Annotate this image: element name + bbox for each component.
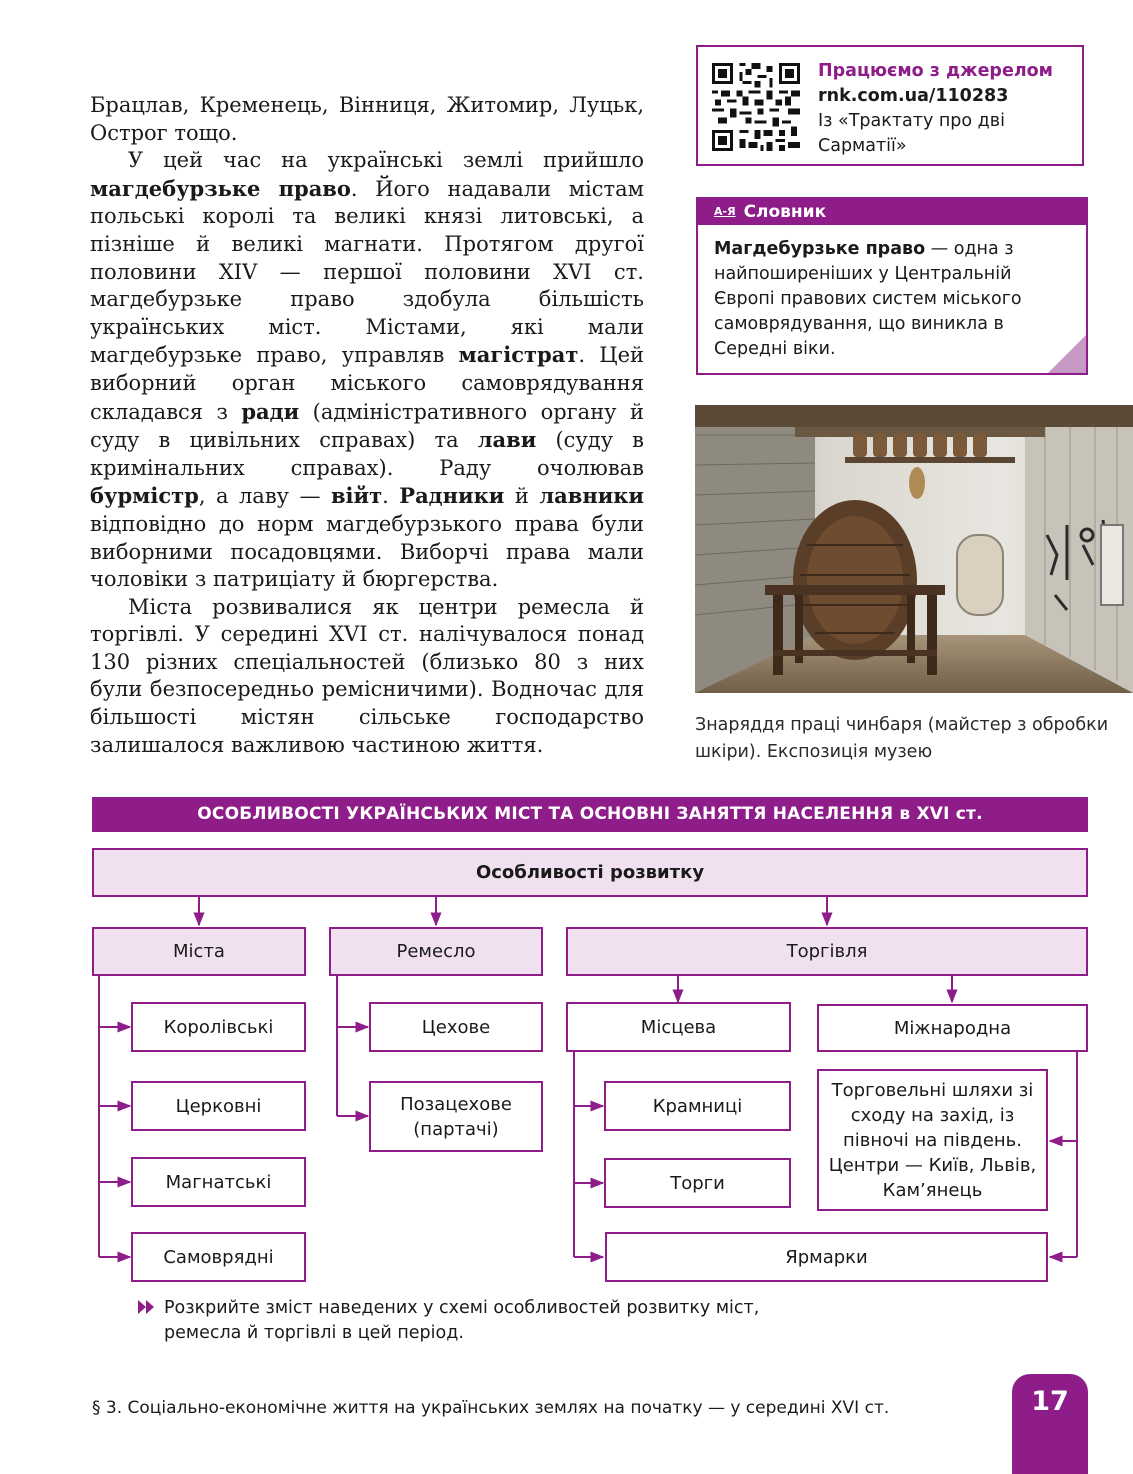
term-lavnyky: лавники <box>539 483 645 509</box>
scheme-trade-fairs: Ярмарки <box>605 1232 1048 1282</box>
dictionary-icon: А-Я <box>714 205 736 218</box>
scheme-craft-nonguild: Позацехове (партачі) <box>369 1081 543 1152</box>
term-radnyky: Радники <box>399 483 505 509</box>
corner-fold-decoration <box>1048 335 1086 373</box>
scheme-craft: Ремесло <box>329 927 543 976</box>
term-burmistr: бурмістр <box>90 483 199 509</box>
scheme-root-development-features: Особливості розвитку <box>92 848 1088 897</box>
glossary-term: Магдебурзьке право <box>714 239 926 259</box>
term-magdeburg-law: магдебурзьке право <box>90 175 351 201</box>
scheme-city-royal: Королівські <box>131 1002 306 1052</box>
task-text: Розкрийте зміст наведених у схемі особливостей розвитку міст, ремесла й торгівлі в цей період. <box>164 1298 760 1343</box>
glossary-heading: Словник <box>743 202 827 222</box>
source-link[interactable]: rnk.com.ua/110283 <box>818 86 1009 106</box>
scheme-trade-shops: Крамниці <box>604 1081 791 1131</box>
term-rada: ради <box>241 398 300 424</box>
source-box <box>696 45 1084 166</box>
source-title: Працюємо з джерелом <box>818 61 1053 81</box>
page-number: 17 <box>1012 1374 1088 1474</box>
footer-chapter-title: § 3. Соціально-економічне життя на українських землях на початку — у середині XVI ст. <box>92 1398 890 1418</box>
paragraph-1: Брацлав, Кременець, Вінниця, Житомир, Луцьк, Острог тощо. <box>90 93 644 145</box>
photo-caption: Знаряддя праці чинбаря (майстер з обробки шкіри). Експозиція музею <box>695 715 1109 762</box>
scheme-trade-local: Місцева <box>566 1002 791 1052</box>
scheme-trade-markets: Торги <box>604 1158 791 1208</box>
task-block <box>142 1296 842 1346</box>
scheme-trade-international: Міжнародна <box>817 1004 1088 1052</box>
term-lava: лави <box>477 427 537 453</box>
scheme-title: ОСОБЛИВОСТІ УКРАЇНСЬКИХ МІСТ ТА ОСНОВНІ ЗАНЯТТЯ НАСЕЛЕННЯ в XVI ст. <box>92 797 1088 832</box>
source-description: Із «Трактату про дві Сарматії» <box>818 111 1005 156</box>
scheme-trade-routes: Торговельні шляхи зі сходу на захід, із півночі на південь. Центри — Київ, Львів, Кам’янець <box>817 1069 1048 1211</box>
scheme-city-selfgoverning: Самоврядні <box>131 1232 306 1282</box>
scheme-city-church: Церковні <box>131 1081 306 1131</box>
term-viyt: війт <box>330 483 383 509</box>
double-arrow-icon <box>138 1300 156 1314</box>
paragraph-2: У цей час на українські землі прийшло магдебурзьке право. Його надавали містам польські королі та великі князі литовські, а пізніше й великі магнати. Протягом другої половини XIV — першої половини XVI ст. магдебурзьке право здобула більшість українських міст. Містами, які мали магдебурзьке право, управляв магістрат. Цей виборний орган міського самоврядування складався з ради (адміністративного органу й суду в цивільних справах) та лави (суду в кримінальних справах). Раду очолював бурмістр, а лаву — війт. Радники й лавники відповідно до норм магдебурзького права були виборними посадовцями. Виборчі права мали чоловіки з патриціату й бюргерства. <box>90 148 645 592</box>
scheme-cities: Міста <box>92 927 306 976</box>
scheme-craft-guild: Цехове <box>369 1002 543 1052</box>
scheme-city-magnate: Магнатські <box>131 1157 306 1207</box>
term-magistrat: магістрат <box>458 342 579 368</box>
museum-photo <box>695 405 1133 693</box>
glossary-box <box>696 197 1088 375</box>
paragraph-3: Міста розвивалися як центри ремесла й торгівлі. У середині XVI ст. налічувалося понад 130 різних спеціальностей (близько 80 з них були безпосередньо ремісничими). Водночас для більшості містян сільське господарство залишалося важливою частиною життя. <box>90 594 644 757</box>
scheme-trade: Торгівля <box>566 927 1088 976</box>
glossary-definition: Магдебурзьке право — одна з найпоширеніших у Центральній Європі правових систем міського самоврядування, що виникла в Середні віки. <box>714 239 1022 359</box>
qr-code-icon[interactable] <box>712 63 800 151</box>
main-text-column <box>90 92 644 759</box>
tanner-tools-image <box>695 405 1133 693</box>
glossary-header <box>698 199 1086 225</box>
